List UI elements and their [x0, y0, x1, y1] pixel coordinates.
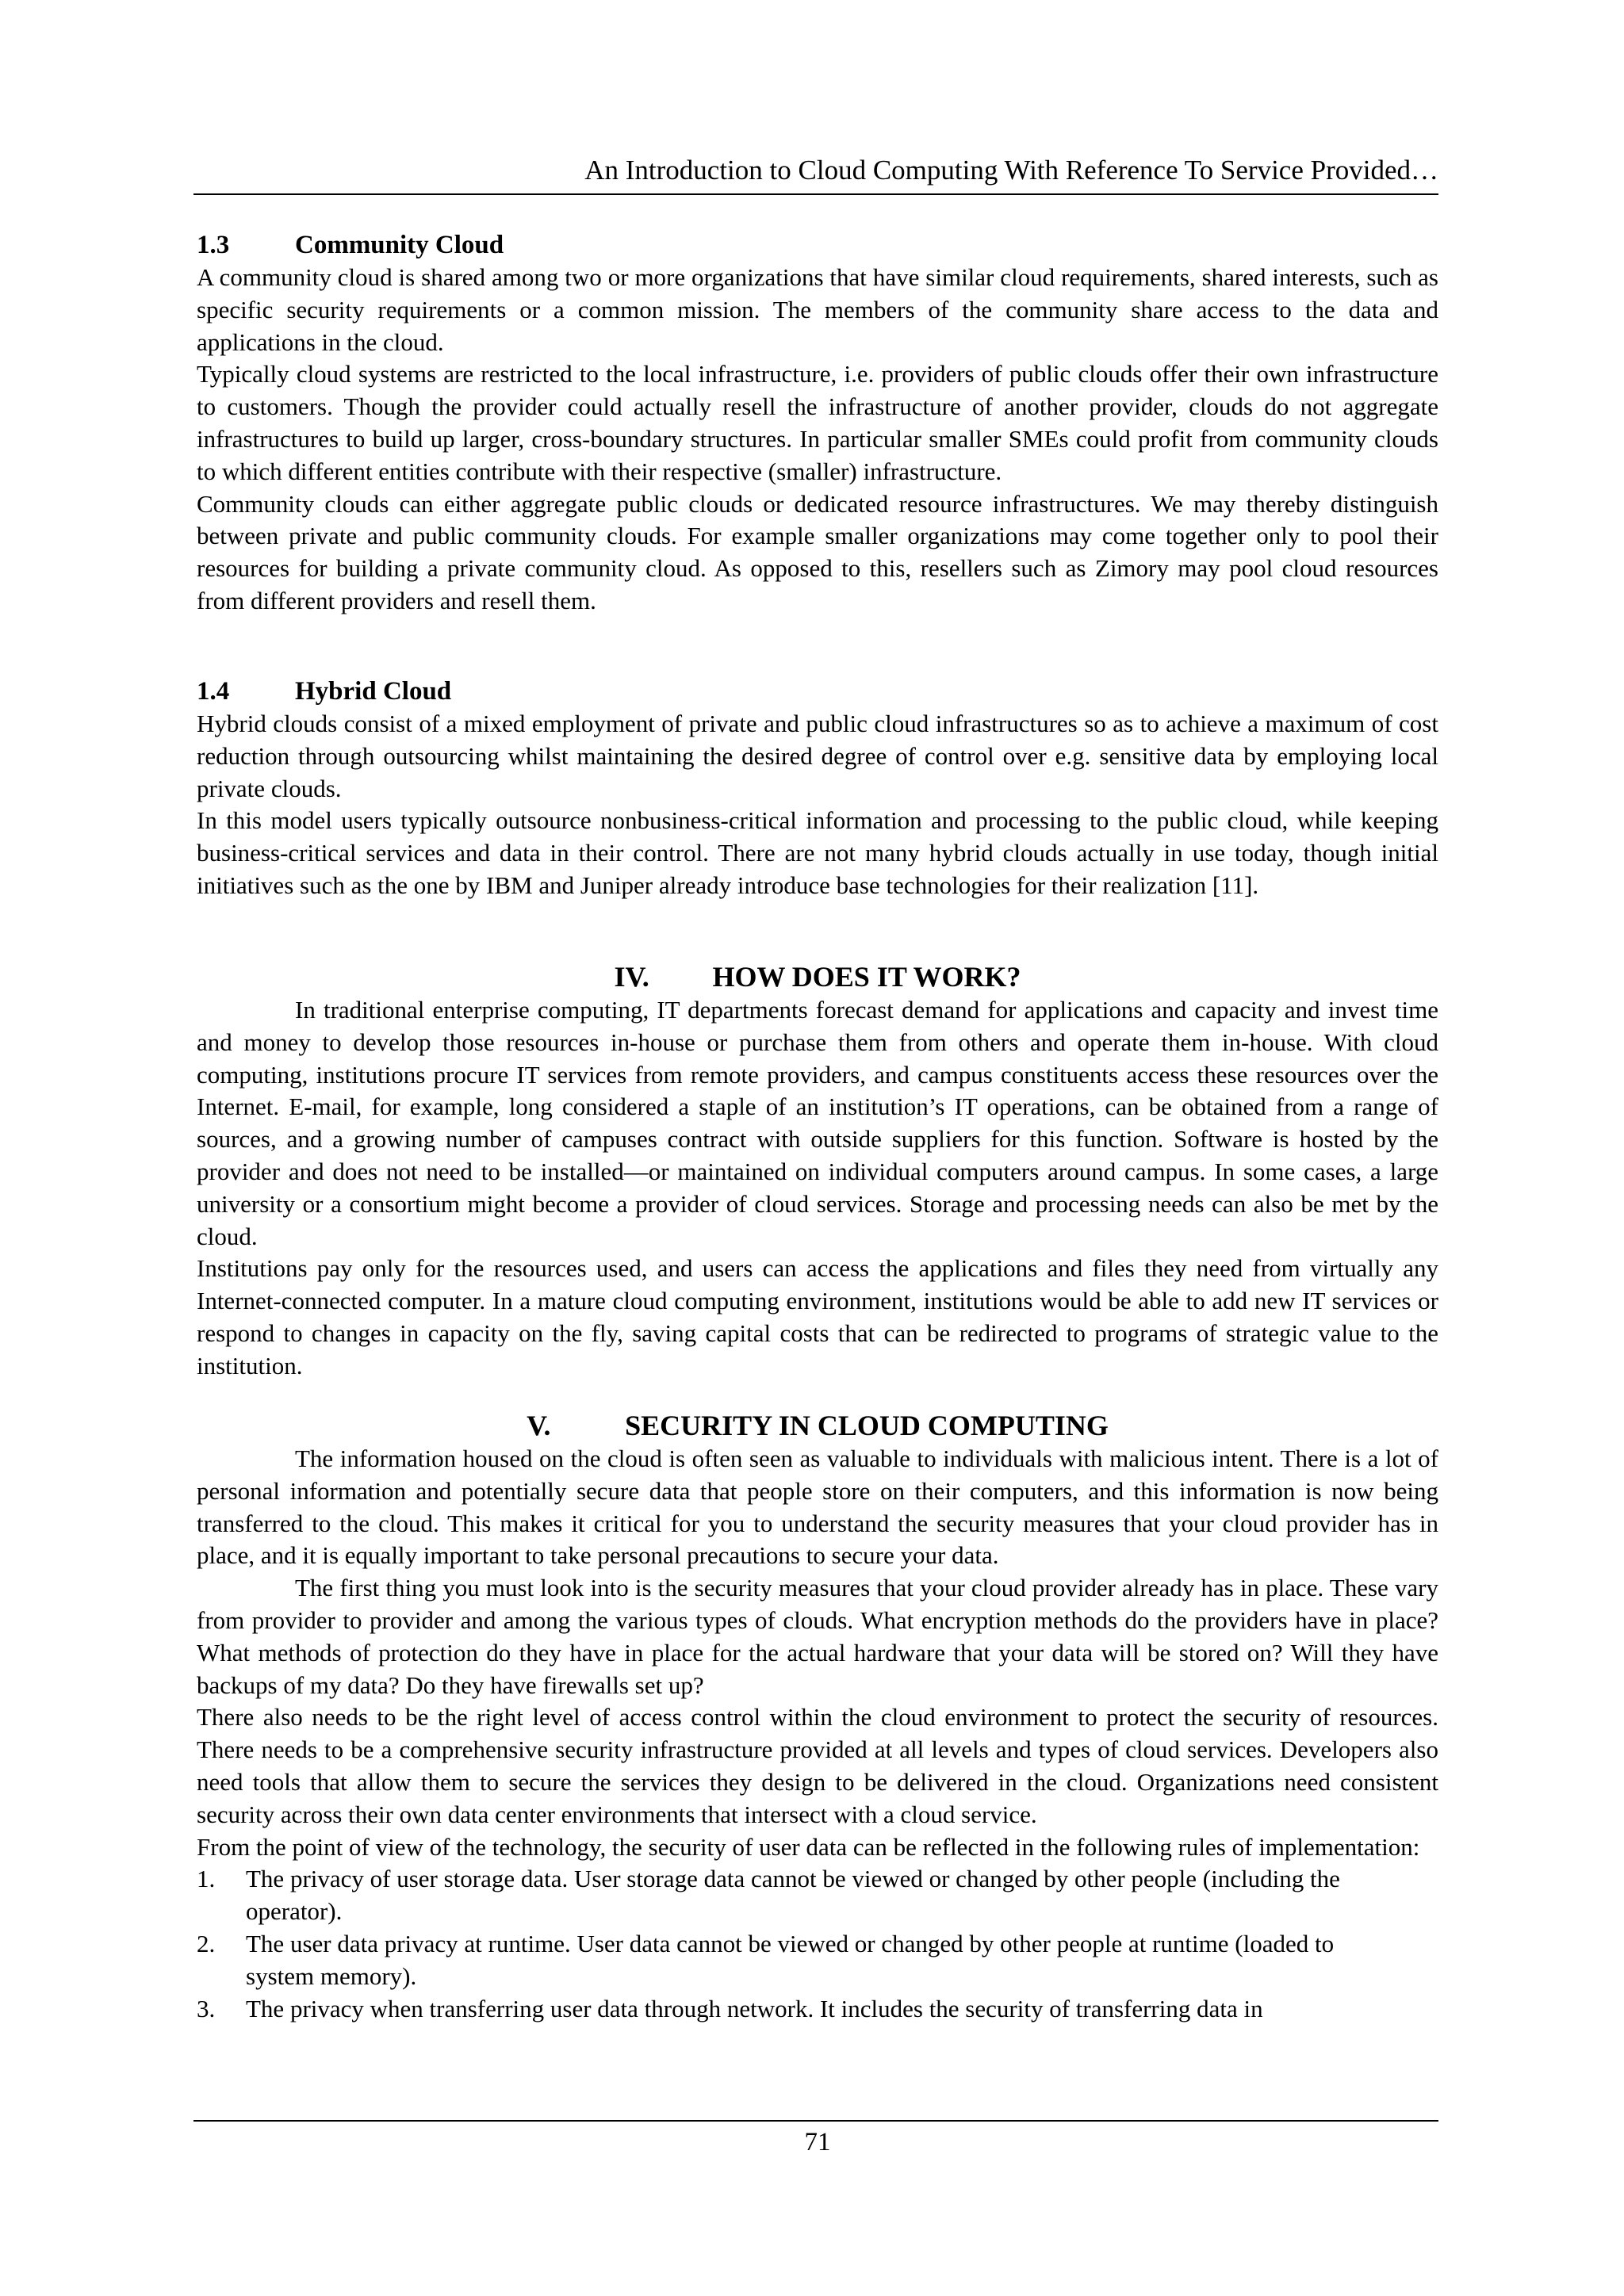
paragraph: The first thing you must look into is the security measures that your cloud provider already has in place. These vary from provider to provider and among the various types of clouds. What encryption methods do the providers have in place? What methods of protection do they have in place for the actual hardware that your data will be stored on? Will they have backups of my data? Do they have firewalls set up? — [197, 1574, 1438, 1699]
subsection-number: 1.4 — [197, 677, 230, 706]
paragraph: Institutions pay only for the resources used, and users can access the applications and files they need from virtually any Internet-connected computer. In a mature cloud computing environment, institutions would be able to add new IT services or respond to changes in capacity on the fly, saving capital costs that can be redirected to programs of strategic value to the institution. — [197, 1254, 1438, 1380]
paragraph: A community cloud is shared among two or more organizations that have similar cloud requirements, shared interests, such as specific security requirements or a common mission. The members of the community share access to the data and applications in the cloud. — [197, 263, 1438, 356]
section-body — [197, 1443, 1438, 1863]
paragraph: Typically cloud systems are restricted to the local infrastructure, i.e. providers of public clouds offer their own infrastructure to customers. Though the provider could actually resell the infrastructure of another provider, clouds do not aggregate infrastructures to build up larger, cross-boundary structures. In particular smaller SMEs could profit from community clouds to which different entities contribute with their respective (smaller) infrastructure. — [197, 360, 1438, 485]
subsection-heading — [197, 675, 1438, 708]
section-number: V. — [527, 1410, 551, 1441]
list-item-number: 1. — [197, 1865, 216, 1893]
section-body — [197, 262, 1438, 618]
paragraph: Community clouds can either aggregate public clouds or dedicated resource infrastructures. We may thereby distinguish between private and public community clouds. For example smaller organizations may come together only to pool their resources for building a private community cloud. As opposed to this, resellers such as Zimory may pool cloud resources from different providers and resell them. — [197, 489, 1438, 614]
list-item-text: The privacy of user storage data. User storage data cannot be viewed or changed by other people (including the operator). — [246, 1865, 1340, 1926]
list-item — [197, 1993, 1394, 2026]
page-number: 71 — [804, 2128, 831, 2156]
list-item-number: 3. — [197, 1994, 216, 2022]
section-title: HOW DOES IT WORK? — [712, 961, 1021, 993]
section-hybrid-cloud — [197, 675, 1438, 902]
paragraph: In this model users typically outsource nonbusiness-critical information and processing to the public cloud, while keeping business-critical services and data in their control. There are not many hybrid clouds actually in use today, though initial initiatives such as the one by IBM and Juniper already introduce base technologies for their realization [11]. — [197, 806, 1438, 899]
list-item-number: 2. — [197, 1929, 216, 1957]
section-body — [197, 708, 1438, 902]
security-rules-list — [197, 1863, 1394, 2025]
subsection-title: Community Cloud — [295, 231, 504, 259]
section-security — [197, 1408, 1438, 2025]
list-item — [197, 1928, 1394, 1993]
section-number: IV. — [614, 961, 649, 993]
list-item-text: The user data privacy at runtime. User data cannot be viewed or changed by other people at runtime (loaded to system memory). — [246, 1929, 1335, 1990]
subsection-heading — [197, 228, 1438, 262]
section-heading — [197, 1408, 1438, 1443]
header-rule — [193, 193, 1438, 195]
footer-rule — [193, 2120, 1438, 2122]
subsection-title: Hybrid Cloud — [295, 677, 452, 706]
subsection-number: 1.3 — [197, 231, 230, 259]
section-title: SECURITY IN CLOUD COMPUTING — [625, 1410, 1109, 1441]
paragraph: There also needs to be the right level of access control within the cloud environment to protect the security of resources. There needs to be a comprehensive security infrastructure provided at all levels and types of cloud services. Developers also need tools that allow them to secure the services they design to be delivered in the cloud. Organizations need consistent security across their own data center environments that intersect with a cloud service. — [197, 1703, 1438, 1828]
paragraph: Hybrid clouds consist of a mixed employment of private and public cloud infrastructures so as to achieve a maximum of cost reduction through outsourcing whilst maintaining the desired degree of control over e.g. sensitive data by employing local private clouds. — [197, 710, 1438, 802]
list-item-text: The privacy when transferring user data through network. It includes the security of transferring data in — [246, 1994, 1263, 2022]
paragraph: From the point of view of the technology, the security of user data can be reflected in the following rules of implementation: — [197, 1832, 1420, 1861]
section-how-does-it-work — [197, 959, 1438, 1383]
paragraph: In traditional enterprise computing, IT departments forecast demand for applications and capacity and invest time and money to develop those resources in-house or purchase them from others and operate them in-house. With cloud computing, institutions procure IT services from remote providers, and campus constituents access these resources over the Internet. E-mail, for example, long considered a staple of an institution’s IT operations, can be obtained from a range of sources, and a growing number of campuses contract with outside suppliers for this function. Software is hosted by the provider and does not need to be installed—or maintained on individual computers around campus. In some cases, a large university or a consortium might become a provider of cloud services. Storage and processing needs can also be met by the cloud. — [197, 996, 1438, 1250]
section-community-cloud — [197, 228, 1438, 618]
running-head: An Introduction to Cloud Computing With Reference To Service Provided… — [584, 155, 1438, 186]
section-body — [197, 994, 1438, 1383]
list-item — [197, 1863, 1394, 1928]
section-heading — [197, 959, 1438, 994]
paragraph: The information housed on the cloud is often seen as valuable to individuals with malicious intent. There is a lot of personal information and potentially secure data that people store on their computers, and this information is now being transferred to the cloud. This makes it critical for you to understand the security measures that your cloud provider has in place, and it is equally important to take personal precautions to secure your data. — [197, 1445, 1438, 1570]
